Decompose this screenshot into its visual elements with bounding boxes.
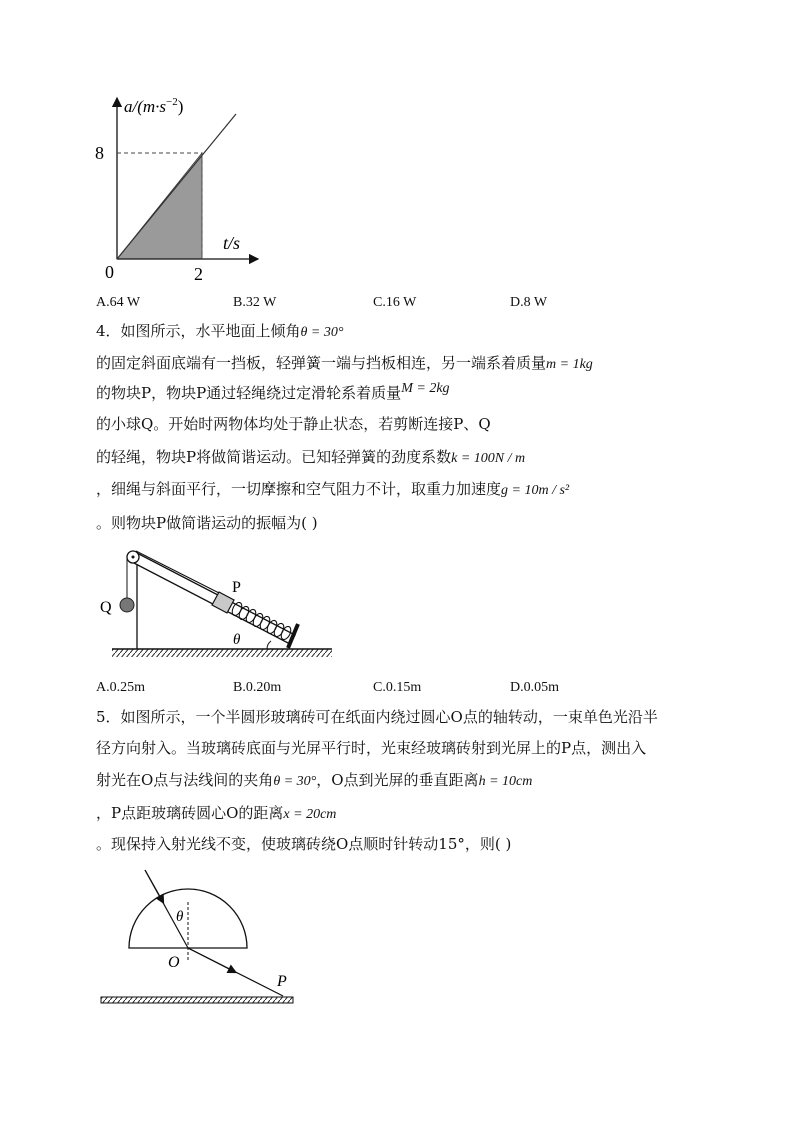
q4-line-7: 。则物块P做简谐运动的振幅为( ) (96, 514, 318, 532)
origin-label: 0 (105, 262, 114, 282)
x-axis-label: t/s (223, 233, 241, 253)
q3-option-b[interactable]: B.32 W (233, 295, 277, 310)
angle-arc (267, 641, 271, 649)
q4-line-1: 4．如图所示，水平地面上倾角θ = 30° (96, 322, 344, 340)
semicircle-glass-figure (95, 862, 305, 1012)
label-p: P (232, 579, 241, 596)
q3-option-a[interactable]: A.64 W (96, 295, 141, 310)
rope-to-block (136, 551, 223, 595)
acceleration-time-graph (95, 92, 270, 292)
q5-line-5: 。现保持入射光线不变，使玻璃砖绕O点顺时针转动15°，则( ) (96, 835, 512, 853)
incline-pulley-figure (95, 545, 335, 665)
q4-line-5: 的轻绳，物块P将做简谐运动。已知轻弹簧的劲度系数k = 100N / m (96, 448, 526, 466)
q4-math-mass-m: m = 1kg (546, 357, 593, 372)
q5-math-theta: θ = 30° (273, 774, 317, 789)
q4-line-2: 的固定斜面底端有一挡板，轻弹簧一端与挡板相连，另一端系着质量m = 1kg (96, 354, 593, 372)
refracted-arrow (188, 948, 235, 972)
q4-option-a[interactable]: A.0.25m (96, 680, 145, 695)
incident-arrow (145, 870, 163, 902)
q4-option-b[interactable]: B.0.20m (233, 680, 282, 695)
q5-line-4: ，P点距玻璃砖圆心O的距离x = 20cm (96, 804, 337, 822)
q5-math-x: x = 20cm (283, 807, 337, 822)
label-p: P (277, 973, 287, 990)
q5-math-h: h = 10cm (478, 774, 533, 789)
label-q: Q (100, 599, 112, 616)
q4-math-spring-k: k = 100N / m (451, 451, 526, 466)
y-axis-label: $a/(m\cdot s^{-2})$ (124, 96, 184, 116)
q5-line-2: 径方向射入。当玻璃砖底面与光屏平行时，光束经玻璃砖射到光屏上的P点，测出入 (96, 739, 647, 757)
q4-option-c[interactable]: C.0.15m (373, 680, 422, 695)
q4-line-4: 的小球Q。开始时两物体均处于静止状态，若剪断连接P、Q (96, 415, 491, 433)
incline-board (132, 552, 295, 644)
label-theta: θ (233, 632, 241, 648)
ball-q (120, 598, 134, 612)
label-theta: θ (176, 909, 184, 925)
x-tick-label: 2 (194, 264, 203, 284)
q4-math-gravity: g = 10m / s² (501, 483, 570, 498)
q4-math-mass-big-m: M = 2kg (401, 381, 450, 396)
ground-hatch (112, 649, 332, 657)
pulley-axle (132, 556, 135, 559)
y-tick-label: 8 (95, 143, 104, 163)
q4-line-3: 的物块P，物块P通过轻绳绕过定滑轮系着质量M = 2kg (96, 381, 450, 402)
label-o: O (168, 954, 180, 971)
q5-line-1: 5．如图所示，一个半圆形玻璃砖可在纸面内绕过圆心O点的轴转动，一束单色光沿半 (96, 708, 658, 726)
q3-option-d[interactable]: D.8 W (510, 295, 548, 310)
q4-option-d[interactable]: D.0.05m (510, 680, 559, 695)
q4-line-6: ，细绳与斜面平行，一切摩擦和空气阻力不计，取重力加速度g = 10m / s² (96, 480, 570, 498)
q5-line-3: 射光在O点与法线间的夹角θ = 30°，O点到光屏的垂直距离h = 10cm (96, 771, 533, 789)
q3-option-c[interactable]: C.16 W (373, 295, 417, 310)
q4-math-theta: θ = 30° (300, 325, 344, 340)
screen-hatch (101, 997, 293, 1003)
